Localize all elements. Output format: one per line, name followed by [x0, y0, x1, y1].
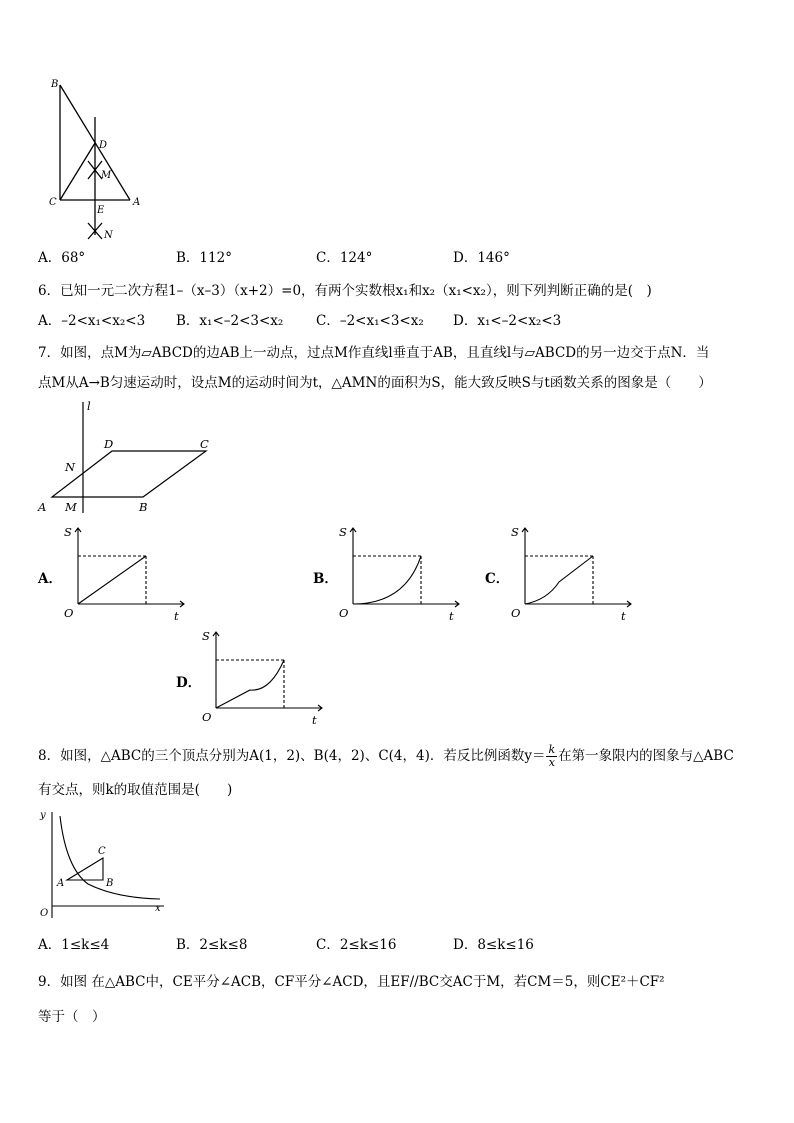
- q7c-axis-S: S: [511, 525, 519, 539]
- q6-stem: 6．已知一元二次方程1–（x–3）（x+2）=0，有两个实数根x₁和x₂（x₁<x₂），则下列判断正确的是( ): [38, 283, 652, 299]
- q8-option-a[interactable]: A．1≤k≤4: [38, 937, 110, 953]
- q7-fig-label-N: N: [65, 460, 76, 474]
- q8-fraction-k-over-x: $\frac{k}{x}$: [548, 743, 556, 769]
- q8-fig-label-y: y: [40, 810, 46, 821]
- q7-option-b-graph[interactable]: [335, 522, 465, 624]
- q7b-axis-t: t: [449, 609, 454, 623]
- q7-option-d-label[interactable]: D．: [176, 675, 202, 691]
- q5-figure: [40, 75, 150, 245]
- q7-stem-line1: 7．如图，点M为▱ABCD的边AB上一动点，过点M作直线l垂直于AB，且直线l与▱ABCD的另一边交于点N．当: [38, 345, 710, 361]
- q5-option-d[interactable]: D．146°: [453, 250, 510, 266]
- q8-fig-label-C: C: [98, 846, 106, 857]
- q7-option-c-graph[interactable]: [507, 522, 637, 624]
- q7b-axis-S: S: [339, 525, 347, 539]
- q8-stem-line1: 8．如图，△ABC的三个顶点分别为A(1，2)、B(4，2)、C(4，4)．若反比例函数y＝ $\frac{k}{x}$ 在第一象限内的图象与△ABC: [38, 743, 734, 769]
- q8-hyperbola-figure: [36, 808, 171, 920]
- q5-option-c[interactable]: C．124°: [316, 250, 373, 266]
- q8-option-c[interactable]: C．2≤k≤16: [316, 937, 397, 953]
- q7-option-d-graph[interactable]: [198, 626, 328, 728]
- q7d-axis-t: t: [312, 713, 317, 727]
- q8-fig-label-B: B: [106, 878, 114, 889]
- q7-parallelogram-figure: [36, 398, 226, 518]
- q7c-origin-O: O: [511, 606, 521, 620]
- q7c-axis-t: t: [621, 609, 626, 623]
- q7a-axis-S: S: [64, 525, 72, 539]
- q5-option-a[interactable]: A．68°: [38, 250, 86, 266]
- fig5-label-D: D: [99, 140, 108, 151]
- q6-option-d[interactable]: D．x₁<–2<x₂<3: [453, 313, 562, 329]
- q7-fig-label-M: M: [65, 500, 77, 514]
- q6-option-c[interactable]: C．–2<x₁<3<x₂: [316, 313, 424, 329]
- fig5-label-E: E: [97, 205, 105, 216]
- q8-stem-line2: 有交点，则k的取值范围是( ): [38, 782, 233, 798]
- q7-option-a-label[interactable]: A．: [38, 571, 62, 587]
- fig5-label-B: B: [51, 79, 59, 90]
- q7-option-a-graph[interactable]: [60, 522, 190, 624]
- q8-option-d[interactable]: D．8≤k≤16: [453, 937, 534, 953]
- q7a-axis-t: t: [174, 609, 179, 623]
- q8-fig-label-O: O: [40, 908, 49, 919]
- fig5-label-M: M: [101, 170, 112, 181]
- q7d-axis-S: S: [202, 629, 210, 643]
- q7b-origin-O: O: [339, 606, 349, 620]
- fig5-label-A: A: [133, 197, 141, 208]
- q7a-origin-O: O: [64, 606, 74, 620]
- q7-stem-line2: 点M从A→B匀速运动时，设点M的运动时间为t，△AMN的面积为S，能大致反映S与t函数关系的图象是（ ）: [38, 375, 712, 391]
- q7-fig-label-C: C: [200, 437, 209, 451]
- q7-fig-label-B: B: [139, 500, 148, 514]
- fig5-label-N: N: [104, 230, 113, 241]
- q6-option-b[interactable]: B．x₁<–2<3<x₂: [176, 313, 284, 329]
- q8-option-b[interactable]: B．2≤k≤8: [176, 937, 248, 953]
- q7-fig-label-A: A: [38, 500, 47, 514]
- q7-option-b-label[interactable]: B．: [313, 571, 338, 587]
- q7-fig-label-D: D: [104, 437, 114, 451]
- q9-stem-line2: 等于（ ）: [38, 1009, 106, 1025]
- q7d-origin-O: O: [202, 710, 212, 724]
- q8-fig-label-A: A: [57, 878, 65, 889]
- q6-option-a[interactable]: A．–2<x₁<x₂<3: [38, 313, 146, 329]
- fig5-label-C: C: [49, 197, 57, 208]
- q8-fig-label-x: x: [155, 903, 161, 914]
- q9-stem-line1: 9．如图 在△ABC中，CE平分∠ACB，CF平分∠ACD，且EF//BC交AC于M，若CM＝5，则CE²＋CF²: [38, 974, 665, 990]
- q5-option-b[interactable]: B．112°: [176, 250, 232, 266]
- q7-fig-label-l: l: [87, 399, 91, 413]
- q7-option-c-label[interactable]: C．: [485, 571, 510, 587]
